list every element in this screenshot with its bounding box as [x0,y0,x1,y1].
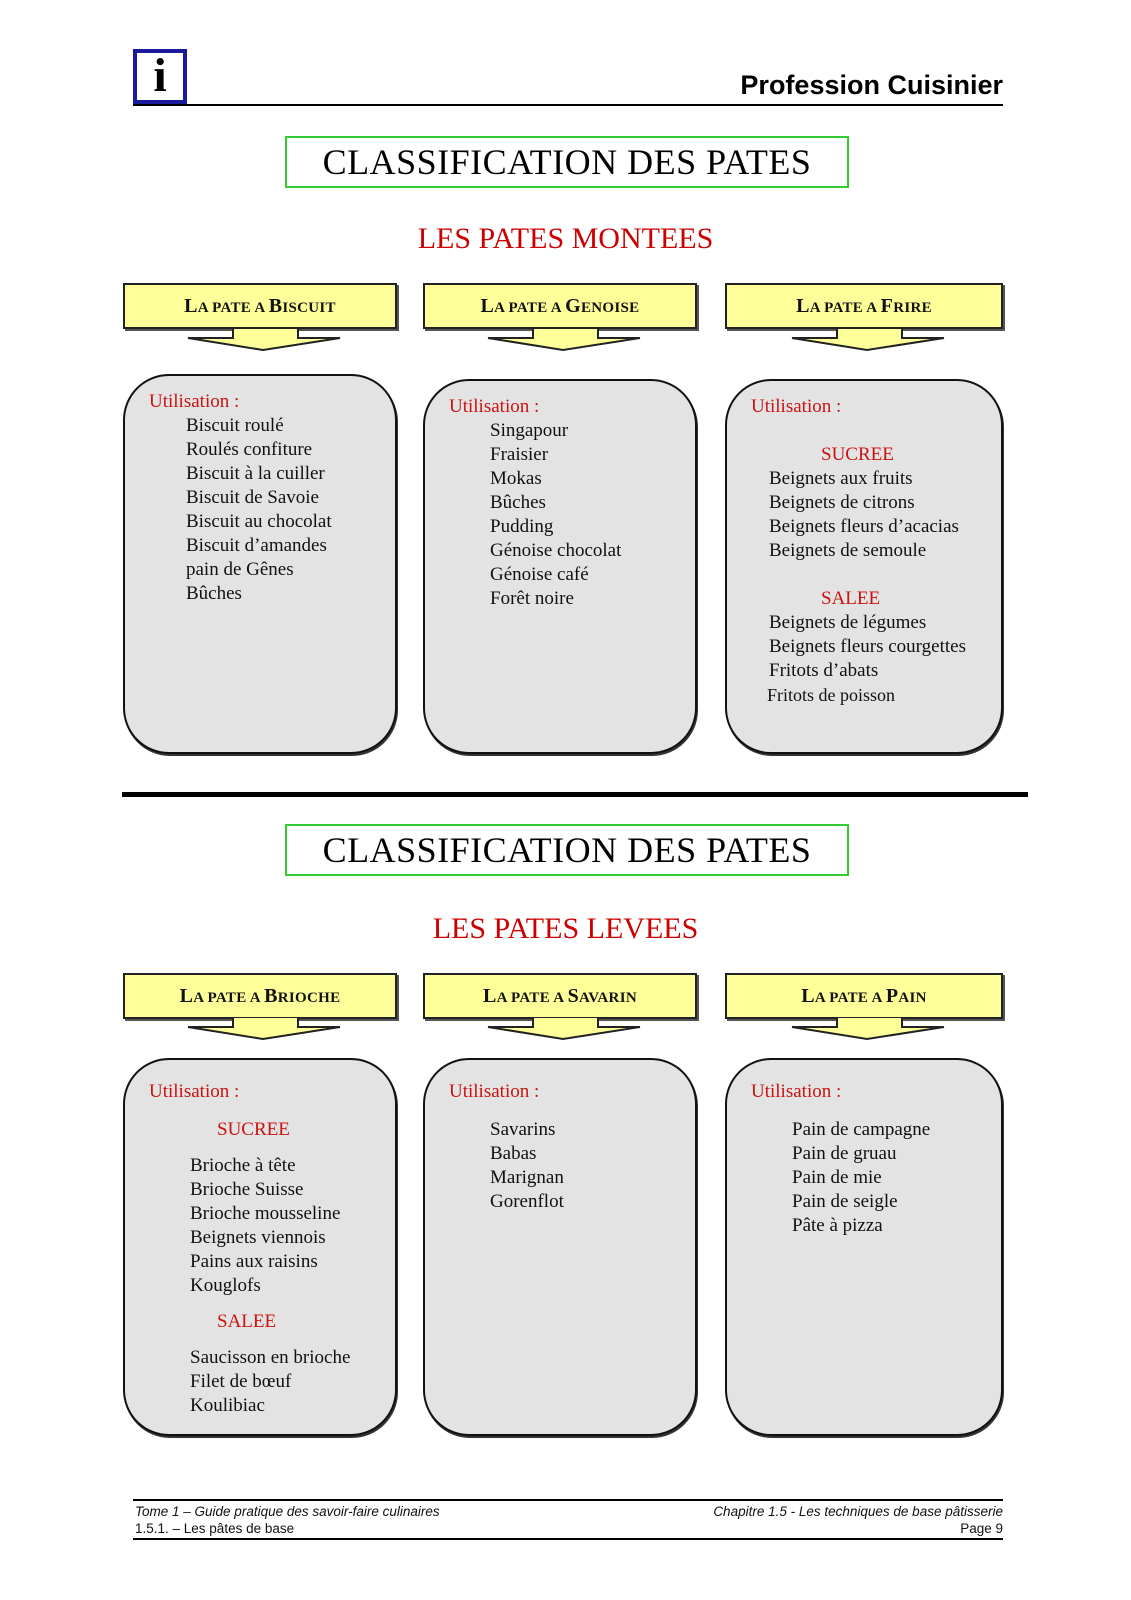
heading-text: AVARIN [579,990,637,1006]
heading-text: A PATE A [814,990,886,1006]
group-label-salee: SALEE [821,588,881,609]
list-item: Roulés confiture [186,439,313,460]
heading-text: A PATE A [496,990,568,1006]
list-item: Fraisier [490,444,549,465]
section-title-box-levees: CLASSIFICATION DES PATES [285,824,849,876]
list-item: Bûches [186,583,242,604]
heading-pate-pain [725,973,1003,1019]
item-list [751,467,991,563]
list-item: Brioche Suisse [190,1179,304,1200]
heading-cap: L [483,985,497,1007]
group-label-sucree: SUCREE [821,444,894,465]
card-content [751,1080,991,1238]
heading-cap: L [184,295,198,317]
item-list [149,1154,385,1298]
heading-text: A PATE A [197,300,269,316]
utilisation-label: Utilisation : [449,396,540,417]
item-list [751,611,991,707]
down-arrow-icon [423,1017,697,1041]
footer-tome: Tome 1 – Guide pratique des savoir-faire culinaires [135,1504,440,1519]
group-label-salee: SALEE [217,1311,277,1332]
heading-pate-frire [725,283,1003,329]
heading-text: RIRE [893,300,932,316]
list-item: Singapour [490,420,569,441]
card-brioche [123,1058,397,1436]
heading-cap: L [480,295,495,317]
list-item: Biscuit roulé [186,415,284,436]
card-savarin [423,1058,697,1436]
heading-text: A PATE A [494,300,566,316]
brand-title: Profession Cuisinier [740,70,1003,100]
down-arrow-icon [423,328,697,352]
list-item: Forêt noire [490,588,574,609]
heading-pate-biscuit [123,283,397,329]
card-content [149,1080,385,1418]
down-arrow-icon [123,328,397,352]
item-list [149,414,385,606]
heading-cap: L [801,985,815,1007]
list-item: Pain de mie [792,1167,882,1188]
card-content [751,395,991,707]
section-divider [122,792,1028,797]
heading-pate-genoise [423,283,697,329]
list-item: Beignets de citrons [769,492,915,513]
footer-page-number: Page 9 [960,1521,1003,1536]
list-item: Beignets fleurs d’acacias [769,516,959,537]
card-biscuit [123,374,397,754]
list-item: Beignets de légumes [769,612,927,633]
list-item: Marignan [490,1167,564,1188]
down-arrow-icon [727,328,1001,352]
section-title-box-montees: CLASSIFICATION DES PATES [285,136,849,188]
list-item: Mokas [490,468,542,489]
heading-cap: G [565,295,581,317]
item-list [449,1118,685,1214]
utilisation-label: Utilisation : [751,1081,842,1102]
heading-cap: L [179,985,194,1007]
heading-text: AIN [898,990,927,1006]
info-logo [133,49,187,104]
list-item: Pâte à pizza [792,1215,883,1236]
list-item: Pudding [490,516,554,537]
group-label-sucree: SUCREE [217,1119,290,1140]
item-list [751,1118,991,1238]
list-item: Koulibiac [190,1395,265,1416]
utilisation-label: Utilisation : [149,391,240,412]
list-item: Pains aux raisins [190,1251,318,1272]
list-item: Babas [490,1143,537,1164]
footer-chapter: Chapitre 1.5 - Les techniques de base pâtisserie [713,1504,1003,1519]
list-item: Pain de gruau [792,1143,897,1164]
list-item: Fritots de poisson [767,685,896,705]
footer-rule-bottom [133,1538,1003,1540]
list-item: Gorenflot [490,1191,564,1212]
item-list [149,1346,385,1418]
utilisation-label: Utilisation : [751,396,842,417]
heading-cap: L [796,295,810,317]
heading-text: A PATE A [809,300,881,316]
list-item: Biscuit de Savoie [186,487,319,508]
list-item: Bûches [490,492,546,513]
card-frire [725,379,1003,754]
card-content [449,1080,685,1214]
list-item: Beignets de semoule [769,540,927,561]
list-item: Biscuit au chocolat [186,511,332,532]
list-item: Pain de seigle [792,1191,898,1212]
info-icon: i [153,49,167,102]
list-item: Biscuit d’amandes [186,535,327,556]
down-arrow-icon [727,1017,1001,1041]
list-item: Saucisson en brioche [190,1347,351,1368]
list-item: Génoise café [490,564,589,585]
card-content [449,395,685,611]
heading-pate-brioche [123,973,397,1019]
card-genoise [423,379,697,754]
heading-cap: F [880,295,894,317]
list-item: Biscuit à la cuiller [186,463,325,484]
list-item: Savarins [490,1119,556,1140]
list-item: Génoise chocolat [490,540,622,561]
heading-cap: S [567,985,580,1007]
list-item: Beignets viennois [190,1227,326,1248]
card-pain [725,1058,1003,1436]
section-subtitle-montees: LES PATES MONTEES [417,222,714,255]
list-item: Pain de campagne [792,1119,931,1140]
header-rule [133,104,1003,106]
heading-text: RIOCHE [277,990,341,1006]
heading-text: ENOISE [580,300,640,316]
footer-rule-top [133,1499,1003,1501]
heading-cap: P [885,985,899,1007]
section-subtitle-levees: LES PATES LEVEES [432,912,699,945]
utilisation-label: Utilisation : [149,1081,240,1102]
down-arrow-icon [123,1017,397,1041]
list-item: Beignets fleurs courgettes [769,636,966,657]
list-item: Filet de bœuf [190,1371,292,1392]
list-item: pain de Gênes [186,559,294,580]
card-content [149,390,385,606]
heading-cap: B [268,295,283,317]
list-item: Kouglofs [190,1275,261,1296]
list-item: Fritots d’abats [769,660,879,681]
list-item: Brioche mousseline [190,1203,341,1224]
footer-section: 1.5.1. – Les pâtes de base [135,1521,295,1536]
heading-text: A PATE A [193,990,265,1006]
heading-pate-savarin [423,973,697,1019]
utilisation-label: Utilisation : [449,1081,540,1102]
heading-cap: B [264,985,278,1007]
list-item: Brioche à tête [190,1155,296,1176]
list-item: Beignets aux fruits [769,468,913,489]
item-list [449,419,685,611]
heading-text: ISCUIT [282,300,336,316]
